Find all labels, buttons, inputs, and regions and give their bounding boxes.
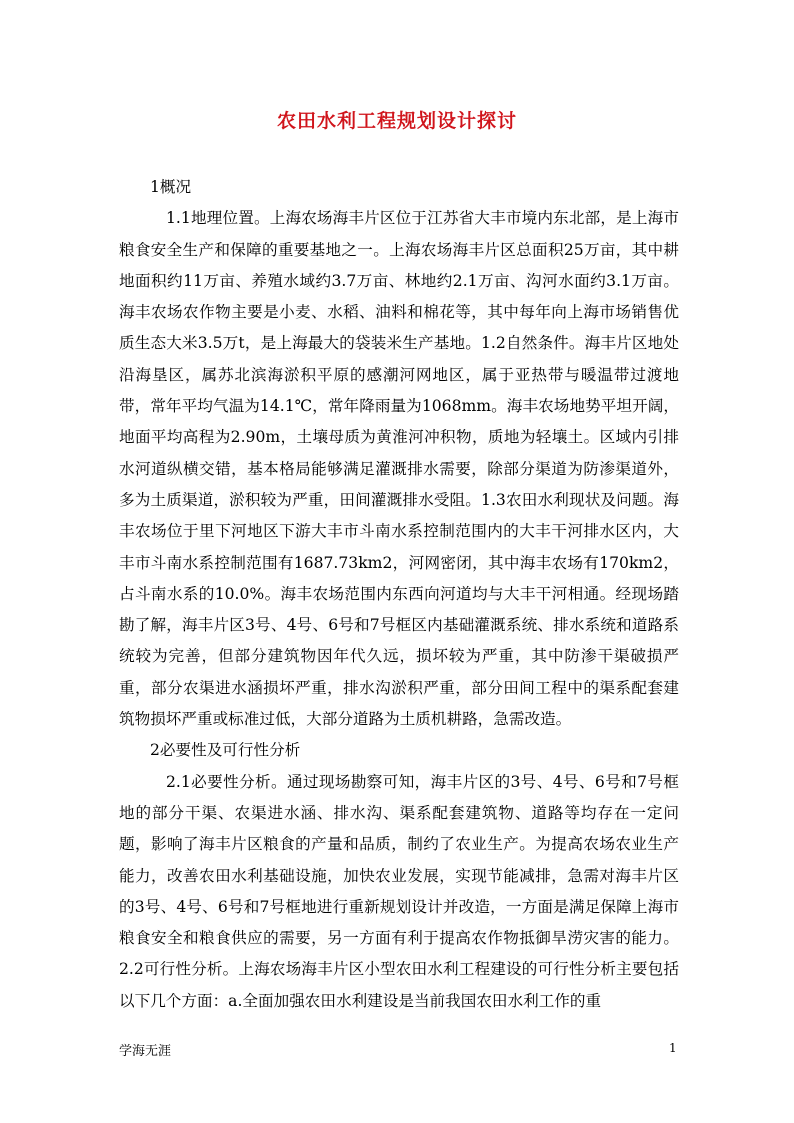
section-paragraph-overview: 1.1地理位置。上海农场海丰片区位于江苏省大丰市境内东北部，是上海市粮食安全生产和保障的重要基地之一。上海农场海丰片区总面积25万亩，其中耕地面积约11万亩、养殖水域约3.7万亩、林地约2.1万亩、沟河水面约3.1万亩。海丰农场农作物主要是小麦、水稻、油料和棉花等，其中每年向上海市场销售优质生态大米3.5万t，是上海最大的袋装米生产基地。1.2自然条件。海丰片区地处沿海垦区，属苏北滨海淤积平原的感潮河网地区，属于亚热带与暖温带过渡地带，常年平均气温为14.1℃，常年降雨量为1068mm。海丰农场地势平坦开阔，地面平均高程为2.90m，土壤母质为黄淮河冲积物，质地为轻壤土。区域内引排水河道纵横交错，基本格局能够满足灌溉排水需要，除部分渠道为防渗渠道外，多为土质渠道，淤积较为严重，田间灌溉排水受阻。1.3农田水利现状及问题。海丰农场位于里下河地区下游大丰市斗南水系控制范围内的大丰干河排水区内，大丰市斗南水系控制范围有1687.73km2，河网密闭，其中海丰农场有170km2，占斗南水系的10.0%。海丰农场范围内东西向河道均与大丰干河相通。经现场踏勘了解，海丰片区3号、4号、6号和7号框区内基础灌溉系统、排水系统和道路系统较为完善，但部分建筑物因年代久远，损坏较为严重，其中防渗干渠破损严重，部分农渠进水涵损坏严重，排水沟淤积严重，部分田间工程中的渠系配套建筑物损坏严重或标准过低，大部分道路为土质机耕路，急需改造。 bbox=[119, 209, 679, 729]
section-heading-analysis: 2必要性及可行性分析 bbox=[150, 741, 301, 760]
section-heading-overview: 1概况 bbox=[150, 178, 192, 196]
page-number: 1 bbox=[669, 1041, 677, 1055]
document-body bbox=[119, 172, 679, 1017]
section-paragraph-analysis: 2.1必要性分析。通过现场勘察可知，海丰片区的3号、4号、6号和7号框地的部分干渠、农渠进水涵、排水沟、渠系配套建筑物、道路等均存在一定问题，影响了海丰片区粮食的产量和品质，制约了农业生产。为提高农场农业生产能力，改善农田水利基础设施，加快农业发展，实现节能减排，急需对海丰片区的3号、4号、6号和7号框地进行重新规划设计并改造，一方面是满足保障上海市粮食安全和粮食供应的需要，另一方面有利于提高农作物抵御旱涝灾害的能力。2.2可行性分析。上海农场海丰片区小型农田水利工程建设的可行性分析主要包括以下几个方面：a.全面加强农田水利建设是当前我国农田水利工作的重 bbox=[119, 772, 679, 1010]
footer-text: 学海无涯 bbox=[119, 1044, 172, 1059]
document-title: 农田水利工程规划设计探讨 bbox=[276, 110, 517, 132]
